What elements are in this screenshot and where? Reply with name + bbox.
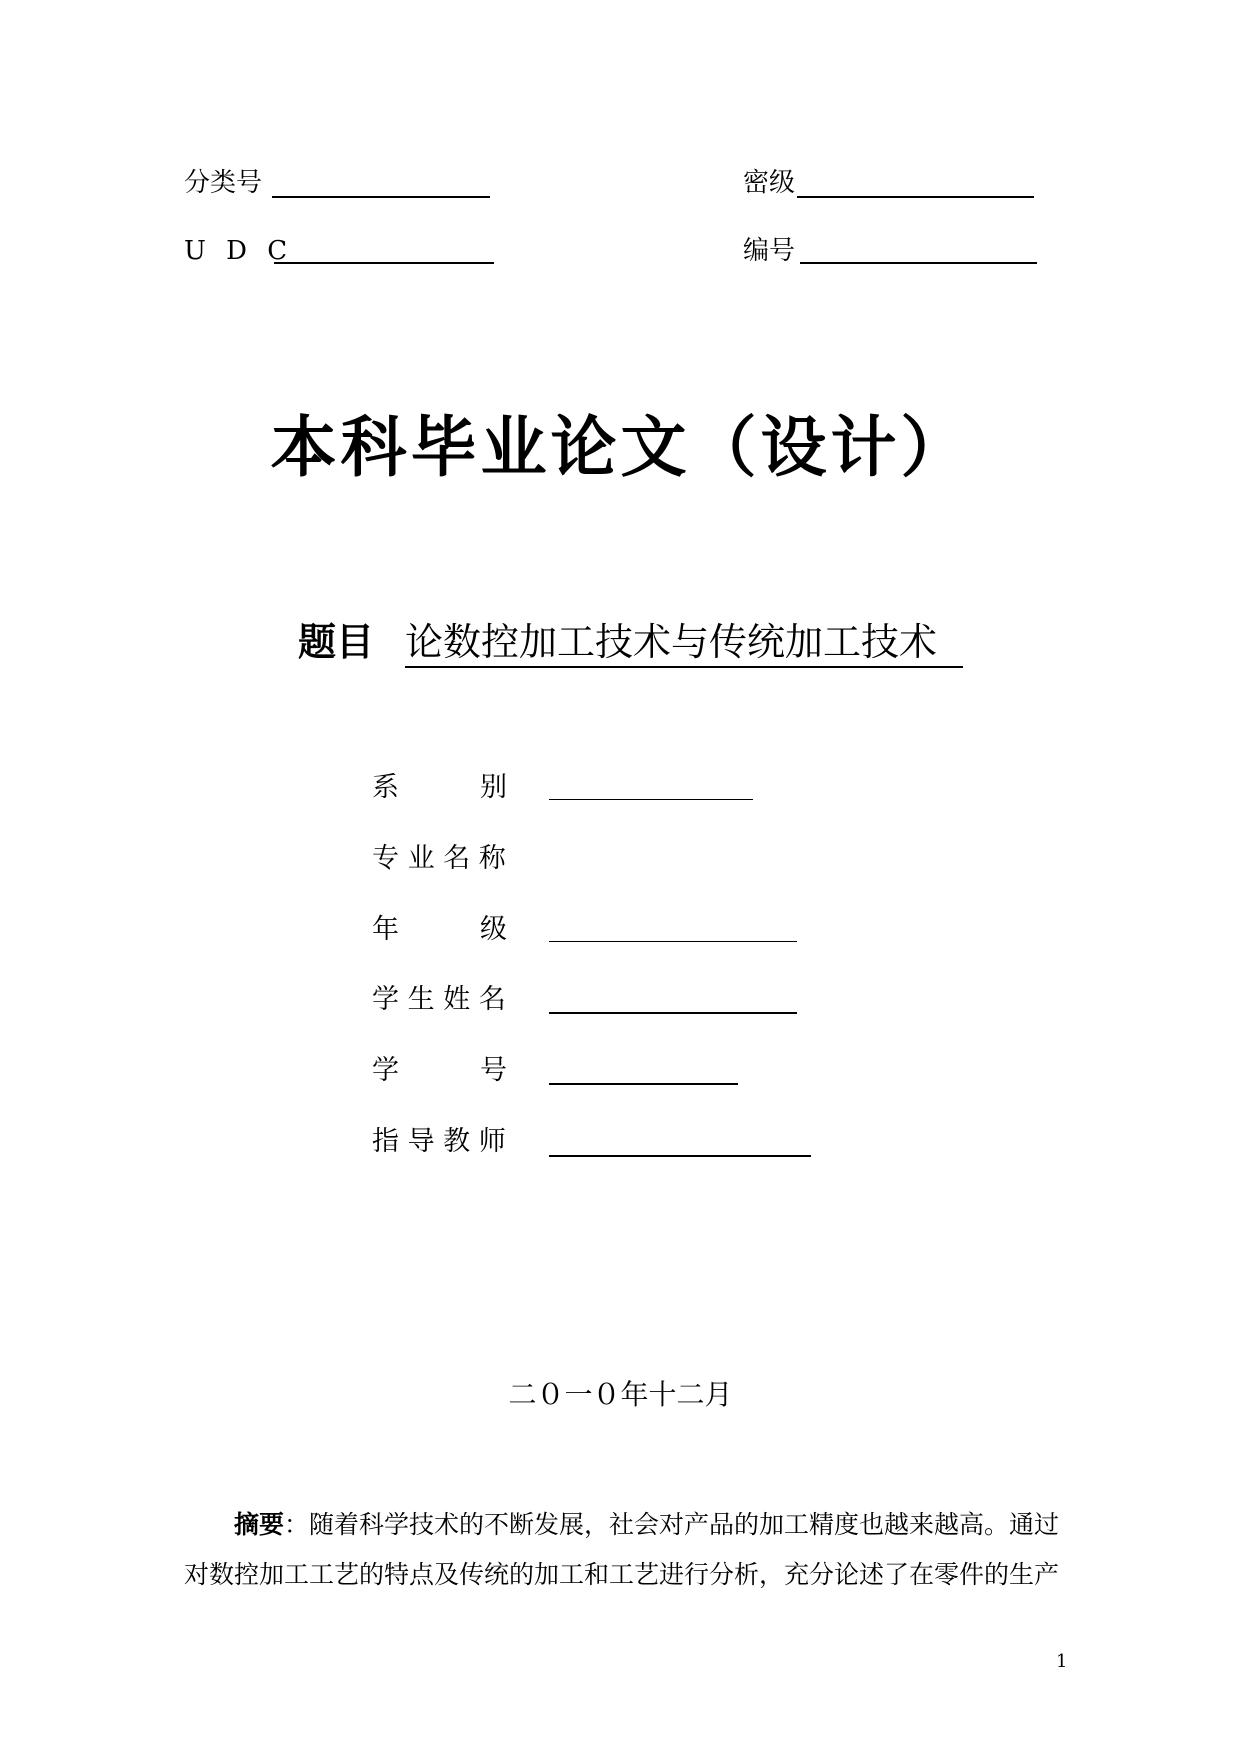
abstract-paragraph <box>184 1500 1064 1600</box>
department-underline <box>549 799 753 800</box>
page-number: 1 <box>1056 1651 1068 1672</box>
advisor-label: 指 导 教 师 <box>372 1126 506 1157</box>
number-underline <box>800 262 1037 264</box>
number-label: 编号 <box>743 236 796 266</box>
grade-label: 年 级 <box>372 914 507 945</box>
date: 二０一０年十二月 <box>508 1378 733 1411</box>
secret-level-underline <box>797 196 1034 198</box>
major-label: 专 业 名 称 <box>372 843 506 874</box>
abstract-label: 摘要 <box>234 1510 285 1539</box>
subject-text: 论数控加工技术与传统加工技术 <box>405 620 963 668</box>
udc-underline <box>274 262 494 264</box>
student-name-underline <box>549 1012 797 1014</box>
udc-label: U D C <box>184 236 294 266</box>
grade-underline <box>549 941 797 942</box>
student-id-label: 学 号 <box>372 1055 507 1086</box>
student-name-label: 学 生 姓 名 <box>372 984 506 1015</box>
department-label: 系 别 <box>372 772 507 803</box>
classification-underline <box>272 196 490 198</box>
abstract-colon: ： <box>284 1510 310 1539</box>
abstract-text: 随着科学技术的不断发展，社会对产品的加工精度也越来越高。通过对数控加工工艺的特点及传统的加工和工艺进行分析，充分论述了在零件的生产 <box>184 1510 1060 1589</box>
secret-level-label: 密级 <box>743 168 796 198</box>
subject-label: 题目 <box>298 620 375 664</box>
advisor-underline <box>549 1155 811 1157</box>
page-title: 本科毕业论文（设计） <box>270 409 971 486</box>
classification-label: 分类号 <box>184 168 263 198</box>
student-id-underline <box>549 1083 738 1085</box>
